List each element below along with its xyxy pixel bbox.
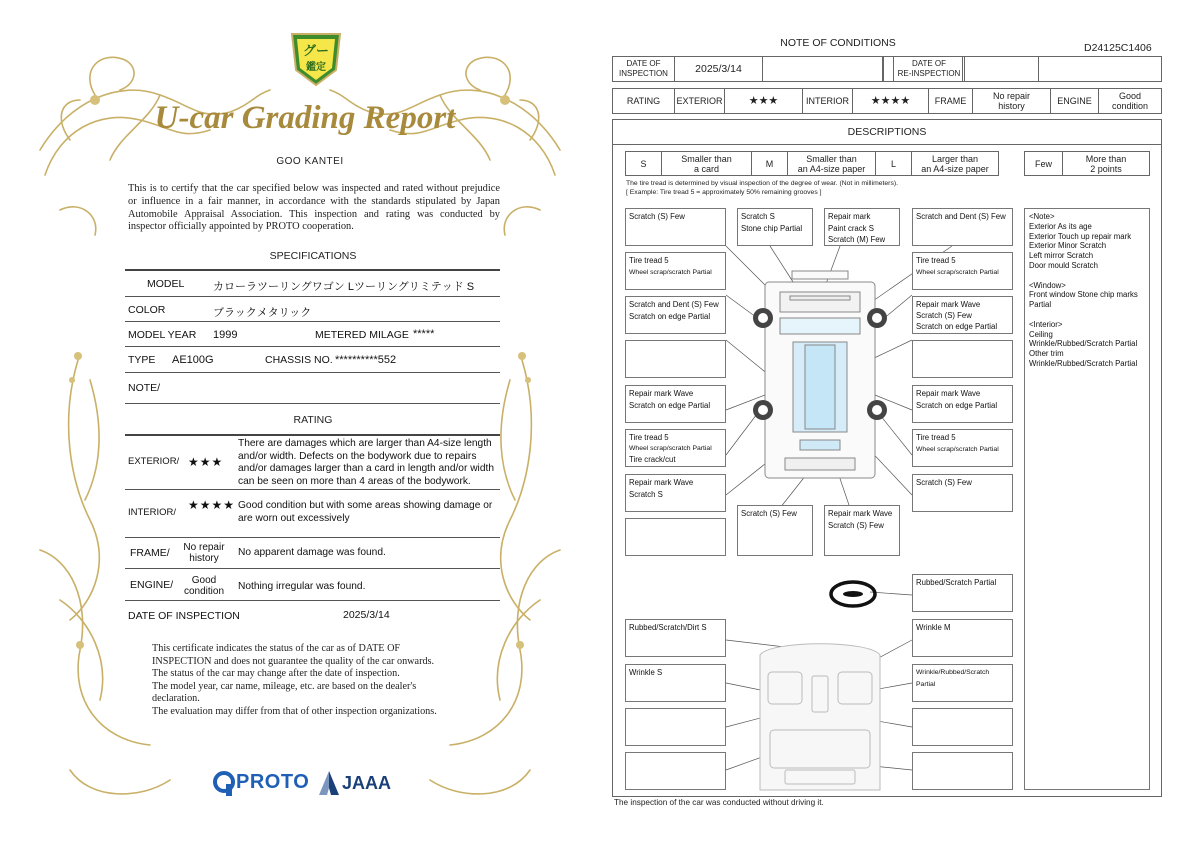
report-title: U-car Grading Report (154, 100, 456, 136)
disclaimer-line: The status of the car may change after the date of inspection. (152, 668, 400, 679)
legend-line: More than (1085, 153, 1127, 164)
note-line: Wrinkle M (916, 623, 951, 632)
legend-line: an A4-size paper (921, 163, 989, 174)
damage-note-left-4 (625, 340, 726, 378)
damage-note-left-2 (625, 252, 726, 290)
tire-note-example: [ Example: Tire tread 5 = approximately 50% remaining grooves ] (626, 189, 822, 196)
jaaa-logo-icon (318, 770, 340, 796)
note-line: Tire tread 5 (629, 433, 669, 442)
frame-value (172, 542, 236, 564)
mileage-value: ***** (413, 328, 435, 340)
note-line: Wrinkle S (629, 668, 663, 677)
steering-note (912, 574, 1013, 612)
tire-note: The tire tread is determined by visual inspection of the degree of wear. (Not in millimeters). (626, 180, 898, 187)
damage-note-right-4 (912, 340, 1013, 378)
value-line: Good (1118, 91, 1142, 101)
seal-text-bottom: 鑑定 (306, 62, 326, 73)
divider (125, 403, 500, 404)
value-line: history (998, 101, 1025, 111)
damage-note-left-8 (625, 518, 726, 556)
side-note-line: <Window> (1029, 280, 1066, 290)
note-line: Wheel scrap/scratch Partial (916, 268, 999, 276)
interior-stars: ★★★★ (853, 89, 929, 113)
type-label: TYPE (128, 354, 156, 366)
legend-line: Smaller than (681, 153, 732, 164)
divider (125, 434, 500, 436)
legend-l: L (876, 152, 912, 175)
general-notes-panel (1024, 208, 1150, 790)
side-note-line: Door mould Scratch (1029, 260, 1098, 270)
note-line: Scratch and Dent (S) Few (629, 300, 719, 309)
note-line: Repair mark Wave (916, 300, 981, 309)
interior-note-right-1 (912, 619, 1013, 657)
note-label: NOTE/ (128, 382, 161, 394)
legend-m: M (752, 152, 788, 175)
interior-label: INTERIOR/ (128, 507, 177, 518)
damage-note-top-2 (824, 208, 900, 246)
divider (125, 600, 500, 601)
note-line: Scratch (S) Few (828, 520, 884, 530)
date-of-inspection-value: 2025/3/14 (343, 609, 390, 621)
note-line: Scratch (S) Few (741, 509, 797, 518)
note-line: Rubbed/Scratch Partial (916, 578, 997, 587)
interior-note-right-4 (912, 752, 1013, 790)
note-line: Stone chip Partial (741, 223, 803, 233)
note-line: Scratch on edge Partial (629, 400, 711, 410)
label-line: DATE OF (911, 59, 947, 68)
frame-label: FRAME/ (130, 547, 170, 559)
divider (125, 296, 500, 297)
damage-note-bottom-1 (737, 505, 813, 556)
mileage-label: METERED MILAGE (315, 329, 409, 341)
certificate-disclaimer (152, 643, 502, 718)
note-line: Wheel scrap/scratch Partial (916, 445, 999, 453)
note-of-conditions-sheet (600, 0, 1200, 848)
note-line: Wheel scrap/scratch Partial (629, 445, 712, 452)
damage-note-bottom-2 (824, 505, 900, 556)
type-value: AE100G (172, 354, 214, 366)
note-line: Wheel scrap/scratch Partial (629, 268, 712, 276)
specifications-heading: SPECIFICATIONS (269, 250, 357, 262)
note-line: Wrinkle/Rubbed/Scratch Partial (916, 669, 990, 688)
interior-note-left-3 (625, 708, 726, 746)
legend-s: S (626, 152, 662, 175)
note-line: Rubbed/Scratch/Dirt S (629, 623, 707, 632)
note-line: Repair mark Wave (828, 509, 893, 518)
damage-note-left-6 (625, 429, 726, 467)
damage-note-left-3 (625, 296, 726, 334)
legend-few: Few (1025, 152, 1063, 175)
frame-value-line: history (189, 553, 219, 564)
side-note-line: Ceiling (1029, 329, 1053, 339)
divider (125, 537, 500, 538)
legend-line: 2 points (1090, 163, 1122, 174)
side-note-line: <Note> (1029, 212, 1055, 221)
interior-note-left-1 (625, 619, 726, 657)
note-line: Scratch S (741, 212, 775, 221)
engine-description: Nothing irregular was found. (238, 581, 366, 592)
chassis-label: CHASSIS NO. (265, 354, 333, 366)
engine-value (172, 575, 236, 597)
damage-note-left-7 (625, 474, 726, 512)
note-line: Scratch and Dent (S) Few (916, 212, 1006, 221)
damage-note-right-1 (912, 208, 1013, 246)
frame-label: FRAME (929, 89, 973, 113)
model-year-label: MODEL YEAR (128, 329, 197, 341)
exterior-description: There are damages which are larger than A4-size length and/or width. Defects on the bodywork due to repairs and/or damages larger than a card in length and/or width can be seen on more than 4 areas of the bodywork. (238, 438, 494, 487)
engine-label: ENGINE/ (130, 579, 174, 591)
side-note-line: <Interior> (1029, 319, 1063, 329)
damage-note-right-2 (912, 252, 1013, 290)
note-line: Scratch on edge Partial (916, 322, 998, 331)
side-note-line: Left mirror Scratch (1029, 251, 1094, 261)
damage-note-top-1 (737, 208, 813, 246)
legend-line: a card (693, 163, 719, 174)
report-id: D24125C1406 (1084, 42, 1152, 54)
proto-logo-icon (212, 770, 236, 798)
proto-logo-text: PROTO (236, 771, 310, 793)
side-note-line (1029, 310, 1145, 320)
disclaimer-line: This certificate indicates the status of the car as of DATE OF (152, 643, 401, 654)
note-line: Tire tread 5 (916, 256, 956, 265)
damage-note-right-3 (912, 296, 1013, 334)
legend-line: an A4-size paper (797, 163, 866, 174)
label-line: INSPECTION (619, 69, 668, 78)
damage-note-right-6 (912, 429, 1013, 467)
note-line: Tire tread 5 (916, 433, 956, 442)
jaaa-logo-text: JAAA (342, 773, 392, 793)
report-subtitle: GOO KANTEI (276, 156, 344, 167)
interior-note-left-2 (625, 664, 726, 702)
color-value: ブラックメタリック (213, 307, 312, 319)
divider (125, 346, 500, 347)
exterior-label: EXTERIOR/ (128, 456, 180, 467)
model-label: MODEL (147, 278, 185, 290)
side-note-line: Exterior Touch up repair mark (1029, 231, 1132, 241)
interior-stars: ★★★★ (188, 498, 236, 512)
frame-value-line: No repair (183, 542, 225, 553)
divider (125, 489, 500, 490)
interior-label: INTERIOR (803, 89, 853, 113)
date-of-inspection-label: DATE OF INSPECTION (128, 610, 240, 622)
damage-note-right-7 (912, 474, 1013, 512)
engine-label: ENGINE (1051, 89, 1099, 113)
divider (125, 321, 500, 322)
sheet-footer: The inspection of the car was conducted without driving it. (614, 798, 824, 807)
steering-wheel-icon (831, 582, 875, 606)
interior-note-right-3 (912, 708, 1013, 746)
legend-line: Larger than (931, 153, 979, 164)
descriptions-heading: DESCRIPTIONS (612, 120, 1162, 145)
rating-heading: RATING (293, 414, 333, 426)
interior-description: Good condition but with some areas showing damage or are worn out excessively (238, 500, 493, 524)
note-line: Paint crack S (828, 223, 874, 233)
damage-note-left-1 (625, 208, 726, 246)
value-line: No repair (992, 91, 1030, 101)
note-line: Repair mark Wave (629, 389, 694, 398)
legend-line: Smaller than (806, 153, 857, 164)
note-line: Repair mark Wave (916, 389, 981, 398)
disclaimer-line: The evaluation may differ from that of other inspection organizations. (152, 705, 437, 717)
side-note-line: Exterior As its age (1029, 221, 1092, 231)
label-line: RE-INSPECTION (897, 69, 961, 78)
note-line: Scratch on edge Partial (916, 400, 998, 410)
note-line: Scratch (S) Few (916, 311, 972, 320)
side-note-line: Wrinkle/Rubbed/Scratch Partial (1029, 339, 1138, 349)
interior-note-right-2 (912, 664, 1013, 702)
exterior-stars: ★★★ (725, 89, 803, 113)
disclaimer-line: declaration. (152, 693, 200, 704)
model-year-value: 1999 (213, 329, 238, 341)
seal-text-top: グー (302, 44, 329, 59)
side-note-line (1029, 271, 1145, 281)
rating-label: RATING (613, 89, 675, 113)
divider (125, 568, 500, 569)
color-label: COLOR (128, 304, 166, 316)
divider (125, 372, 500, 373)
note-line: Scratch (S) Few (629, 212, 685, 221)
side-note-line: Wrinkle/Rubbed/Scratch Partial (1029, 358, 1138, 368)
exterior-label: EXTERIOR (675, 89, 725, 113)
note-line: Tire crack/cut (629, 455, 676, 464)
engine-value-line: Good (191, 575, 217, 586)
certificate-intro: This is to certify that the car specified below was inspected and rated without prejudice or influence in a fair manner, in accordance with the standards stipulated by Japan Automobile Appraisal Association. This inspection and rating was conducted by inspector officially appointed by PROTO cooperation. (128, 183, 500, 233)
damage-note-right-5 (912, 385, 1013, 423)
sheet-title: NOTE OF CONDITIONS (780, 37, 896, 49)
disclaimer-line: The model year, car name, mileage, etc. are based on the dealer's (152, 680, 417, 692)
note-line: Repair mark (828, 212, 871, 221)
note-line: Scratch on edge Partial (629, 311, 711, 321)
side-note-line: Other trim (1029, 349, 1064, 359)
model-value: カローラツーリングワゴン Lツーリングリミテッド S (213, 281, 475, 293)
note-line: Repair mark Wave (629, 478, 694, 487)
exterior-stars: ★★★ (188, 455, 224, 469)
divider (125, 269, 500, 271)
chassis-value: **********552 (335, 354, 397, 366)
note-line: Scratch (M) Few (828, 235, 886, 244)
side-note-line: Exterior Minor Scratch (1029, 241, 1107, 251)
frame-description: No apparent damage was found. (238, 547, 386, 558)
label-line: DATE OF (626, 59, 661, 68)
side-note-line: Front window Stone chip marks Partial (1029, 290, 1138, 310)
note-line: Tire tread 5 (629, 256, 669, 265)
interior-note-left-4 (625, 752, 726, 790)
date-of-inspection-value: 2025/3/14 (675, 57, 763, 81)
note-line: Scratch S (629, 489, 663, 499)
disclaimer-line: INSPECTION and does not guarantee the quality of the car onwards. (152, 655, 435, 667)
engine-value-line: condition (183, 586, 225, 597)
value-line: condition (1111, 101, 1149, 111)
note-line: Scratch (S) Few (916, 478, 972, 487)
damage-note-left-5 (625, 385, 726, 423)
